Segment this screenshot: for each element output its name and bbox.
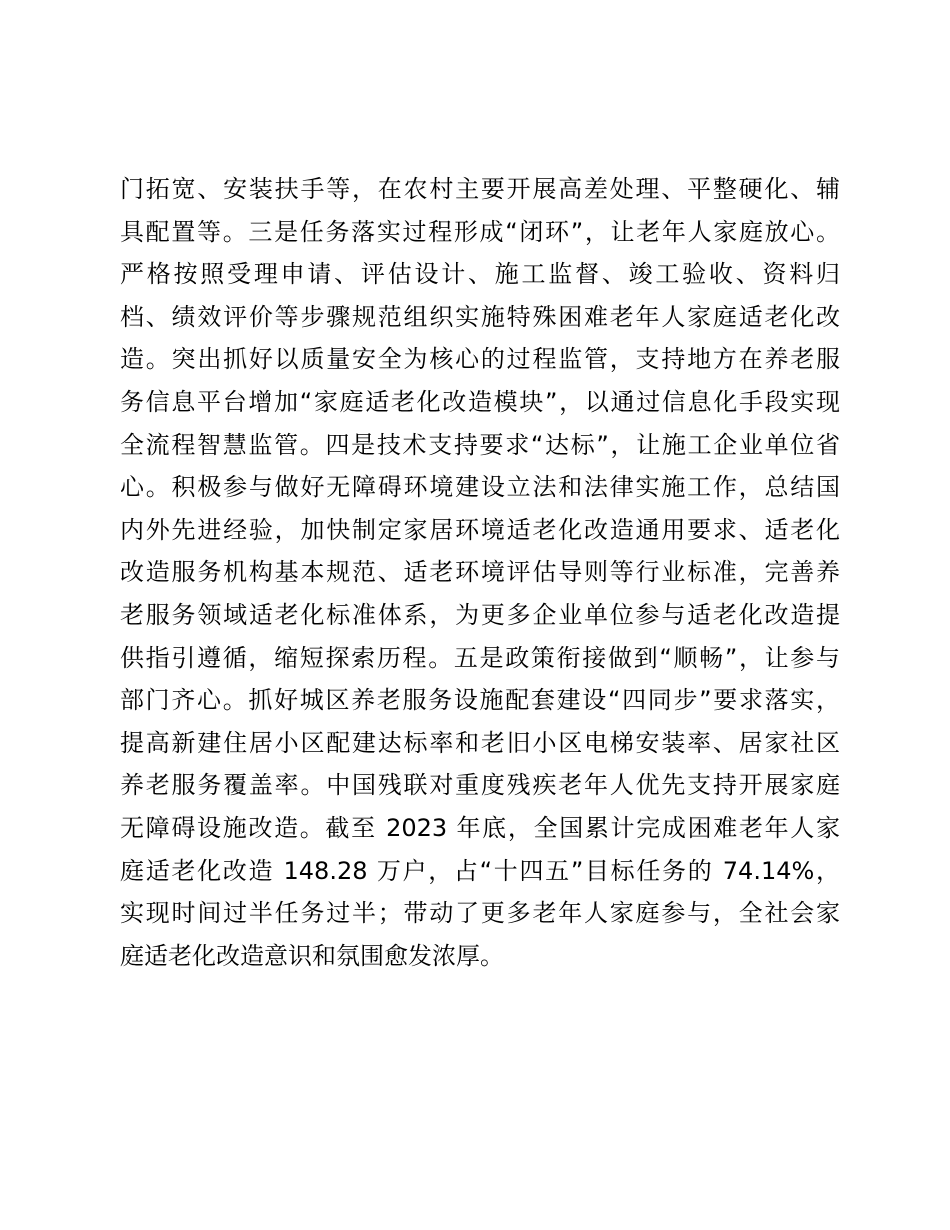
text-line: 庭适老化改造意识和氛围愈发浓厚。 [120,941,504,970]
text-line: 门拓宽、安装扶手等，在农村主要开展高差处理、平整硬化、辅 [120,175,840,203]
text-line: 改造服务机构基本规范、适老环境评估导则等行业标准，完善养 [120,558,840,587]
body-paragraph [120,168,840,977]
text-line: 心。积极参与做好无障碍环境建设立法和法律实施工作，总结国 [120,473,840,502]
text-line: 养老服务覆盖率。中国残联对重度残疾老年人优先支持开展家庭 [120,771,840,800]
text-line: 内外先进经验，加快制定家居环境适老化改造通用要求、适老化 [120,515,840,544]
text-line: 严格按照受理申请、评估设计、施工监督、竣工验收、资料归 [120,260,840,289]
text-line: 务信息平台增加“家庭适老化改造模块”，以通过信息化手段实现 [120,387,840,416]
text-line: 部门齐心。抓好城区养老服务设施配套建设“四同步”要求落实， [120,686,840,715]
text-line: 全流程智慧监管。四是技术支持要求“达标”，让施工企业单位省 [120,430,840,459]
text-line: 老服务领域适老化标准体系，为更多企业单位参与适老化改造提 [120,600,840,629]
text-line: 具配置等。三是任务落实过程形成“闭环”，让老年人家庭放心。 [120,217,840,246]
text-line: 造。突出抓好以质量安全为核心的过程监管，支持地方在养老服 [120,345,840,374]
text-line: 档、绩效评价等步骤规范组织实施特殊困难老年人家庭适老化改 [120,302,840,331]
text-line: 提高新建住居小区配建达标率和老旧小区电梯安装率、居家社区 [120,728,840,757]
text-line: 供指引遵循，缩短探索历程。五是政策衔接做到“顺畅”，让参与 [120,643,840,672]
text-line: 实现时间过半任务过半；带动了更多老年人家庭参与，全社会家 [120,899,840,928]
text-line: 无障碍设施改造。截至 2023 年底，全国累计完成困难老年人家 [120,813,840,842]
text-line: 庭适老化改造 148.28 万户，占“十四五”目标任务的 74.14%， [120,856,840,885]
